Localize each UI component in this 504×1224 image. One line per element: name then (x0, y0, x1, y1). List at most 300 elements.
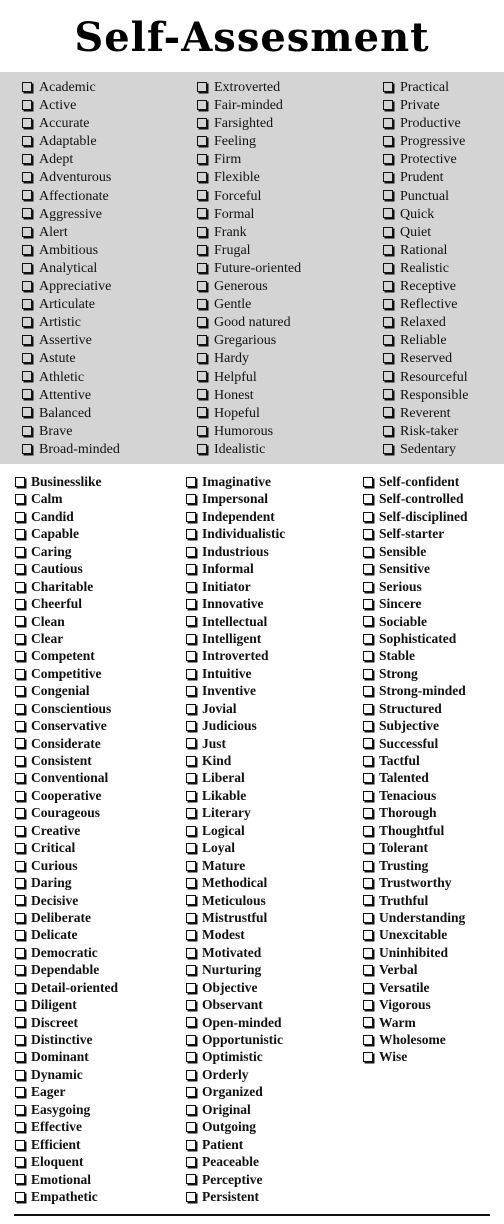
checkbox-icon[interactable] (15, 1017, 25, 1027)
checkbox-icon[interactable] (186, 686, 196, 696)
trait-item[interactable] (22, 97, 120, 115)
trait-item[interactable] (15, 473, 118, 490)
trait-item[interactable] (363, 682, 468, 699)
trait-item[interactable] (15, 1118, 118, 1135)
trait-item[interactable] (363, 735, 468, 752)
checkbox-icon[interactable] (15, 948, 25, 958)
checkbox-icon[interactable] (197, 136, 207, 146)
trait-item[interactable] (383, 350, 468, 368)
checkbox-icon[interactable] (197, 281, 207, 291)
checkbox-icon[interactable] (15, 791, 25, 801)
trait-item[interactable] (197, 387, 301, 405)
checkbox-icon[interactable] (15, 721, 25, 731)
trait-item[interactable] (186, 769, 285, 786)
trait-item[interactable] (22, 278, 120, 296)
trait-item[interactable] (22, 296, 120, 314)
trait-item[interactable] (363, 787, 468, 804)
trait-item[interactable] (197, 369, 301, 387)
checkbox-icon[interactable] (197, 335, 207, 345)
checkbox-icon[interactable] (15, 738, 25, 748)
checkbox-icon[interactable] (15, 930, 25, 940)
checkbox-icon[interactable] (15, 547, 25, 557)
trait-item[interactable] (186, 857, 285, 874)
trait-item[interactable] (383, 332, 468, 350)
trait-item[interactable] (363, 944, 468, 961)
trait-item[interactable] (186, 700, 285, 717)
checkbox-icon[interactable] (383, 353, 393, 363)
trait-item[interactable] (186, 735, 285, 752)
trait-item[interactable] (15, 857, 118, 874)
checkbox-icon[interactable] (383, 172, 393, 182)
checkbox-icon[interactable] (383, 245, 393, 255)
checkbox-icon[interactable] (363, 564, 373, 574)
trait-item[interactable] (363, 804, 468, 821)
checkbox-icon[interactable] (15, 529, 25, 539)
trait-item[interactable] (363, 630, 468, 647)
checkbox-icon[interactable] (186, 948, 196, 958)
trait-item[interactable] (363, 822, 468, 839)
trait-item[interactable] (197, 133, 301, 151)
trait-item[interactable] (363, 892, 468, 909)
trait-item[interactable] (363, 1031, 468, 1048)
trait-item[interactable] (186, 1048, 285, 1065)
trait-item[interactable] (383, 115, 468, 133)
trait-item[interactable] (383, 206, 468, 224)
trait-item[interactable] (22, 206, 120, 224)
checkbox-icon[interactable] (363, 1000, 373, 1010)
checkbox-icon[interactable] (186, 651, 196, 661)
checkbox-icon[interactable] (383, 263, 393, 273)
trait-item[interactable] (15, 1153, 118, 1170)
trait-item[interactable] (15, 560, 118, 577)
trait-item[interactable] (15, 1031, 118, 1048)
trait-item[interactable] (186, 595, 285, 612)
trait-item[interactable] (15, 682, 118, 699)
checkbox-icon[interactable] (363, 616, 373, 626)
trait-item[interactable] (383, 387, 468, 405)
trait-item[interactable] (383, 296, 468, 314)
trait-item[interactable] (363, 717, 468, 734)
checkbox-icon[interactable] (22, 172, 32, 182)
trait-item[interactable] (186, 752, 285, 769)
trait-item[interactable] (197, 115, 301, 133)
trait-item[interactable] (186, 892, 285, 909)
checkbox-icon[interactable] (383, 444, 393, 454)
trait-item[interactable] (197, 278, 301, 296)
trait-item[interactable] (186, 665, 285, 682)
trait-item[interactable] (363, 490, 468, 507)
trait-item[interactable] (15, 613, 118, 630)
trait-item[interactable] (15, 490, 118, 507)
trait-item[interactable] (186, 473, 285, 490)
trait-item[interactable] (15, 752, 118, 769)
checkbox-icon[interactable] (383, 227, 393, 237)
checkbox-icon[interactable] (363, 494, 373, 504)
checkbox-icon[interactable] (22, 136, 32, 146)
trait-item[interactable] (15, 665, 118, 682)
trait-item[interactable] (15, 717, 118, 734)
checkbox-icon[interactable] (15, 913, 25, 923)
trait-item[interactable] (186, 647, 285, 664)
trait-item[interactable] (363, 961, 468, 978)
checkbox-icon[interactable] (186, 477, 196, 487)
checkbox-icon[interactable] (15, 1105, 25, 1115)
trait-item[interactable] (186, 630, 285, 647)
trait-item[interactable] (363, 578, 468, 595)
trait-item[interactable] (363, 1048, 468, 1065)
trait-item[interactable] (186, 839, 285, 856)
trait-item[interactable] (383, 133, 468, 151)
checkbox-icon[interactable] (15, 616, 25, 626)
checkbox-icon[interactable] (363, 913, 373, 923)
trait-item[interactable] (197, 151, 301, 169)
checkbox-icon[interactable] (363, 895, 373, 905)
checkbox-icon[interactable] (363, 1052, 373, 1062)
checkbox-icon[interactable] (15, 843, 25, 853)
trait-item[interactable] (15, 1066, 118, 1083)
trait-item[interactable] (197, 350, 301, 368)
checkbox-icon[interactable] (22, 227, 32, 237)
checkbox-icon[interactable] (15, 634, 25, 644)
trait-item[interactable] (383, 151, 468, 169)
checkbox-icon[interactable] (383, 154, 393, 164)
trait-item[interactable] (186, 543, 285, 560)
checkbox-icon[interactable] (15, 1122, 25, 1132)
checkbox-icon[interactable] (197, 154, 207, 164)
checkbox-icon[interactable] (186, 529, 196, 539)
checkbox-icon[interactable] (197, 389, 207, 399)
trait-item[interactable] (197, 242, 301, 260)
checkbox-icon[interactable] (363, 704, 373, 714)
trait-item[interactable] (186, 560, 285, 577)
trait-item[interactable] (186, 1014, 285, 1031)
trait-item[interactable] (363, 979, 468, 996)
trait-item[interactable] (15, 595, 118, 612)
trait-item[interactable] (15, 944, 118, 961)
trait-item[interactable] (363, 1014, 468, 1031)
checkbox-icon[interactable] (197, 263, 207, 273)
checkbox-icon[interactable] (197, 299, 207, 309)
trait-item[interactable] (22, 188, 120, 206)
trait-item[interactable] (383, 188, 468, 206)
trait-item[interactable] (22, 369, 120, 387)
checkbox-icon[interactable] (363, 669, 373, 679)
checkbox-icon[interactable] (15, 1000, 25, 1010)
trait-item[interactable] (186, 787, 285, 804)
checkbox-icon[interactable] (15, 512, 25, 522)
trait-item[interactable] (22, 242, 120, 260)
checkbox-icon[interactable] (186, 861, 196, 871)
checkbox-icon[interactable] (383, 407, 393, 417)
checkbox-icon[interactable] (186, 756, 196, 766)
trait-item[interactable] (15, 961, 118, 978)
checkbox-icon[interactable] (15, 983, 25, 993)
trait-item[interactable] (383, 369, 468, 387)
checkbox-icon[interactable] (186, 634, 196, 644)
trait-item[interactable] (363, 613, 468, 630)
trait-item[interactable] (197, 332, 301, 350)
checkbox-icon[interactable] (363, 738, 373, 748)
checkbox-icon[interactable] (15, 826, 25, 836)
trait-item[interactable] (197, 97, 301, 115)
checkbox-icon[interactable] (15, 686, 25, 696)
checkbox-icon[interactable] (15, 1157, 25, 1167)
checkbox-icon[interactable] (22, 426, 32, 436)
checkbox-icon[interactable] (197, 190, 207, 200)
trait-item[interactable] (15, 1101, 118, 1118)
trait-item[interactable] (363, 560, 468, 577)
checkbox-icon[interactable] (15, 651, 25, 661)
checkbox-icon[interactable] (186, 669, 196, 679)
trait-item[interactable] (197, 314, 301, 332)
trait-item[interactable] (15, 735, 118, 752)
checkbox-icon[interactable] (186, 599, 196, 609)
checkbox-icon[interactable] (186, 983, 196, 993)
trait-item[interactable] (363, 665, 468, 682)
checkbox-icon[interactable] (15, 1174, 25, 1184)
trait-item[interactable] (383, 278, 468, 296)
checkbox-icon[interactable] (383, 371, 393, 381)
checkbox-icon[interactable] (197, 172, 207, 182)
checkbox-icon[interactable] (186, 1192, 196, 1202)
checkbox-icon[interactable] (383, 208, 393, 218)
trait-item[interactable] (363, 996, 468, 1013)
checkbox-icon[interactable] (197, 227, 207, 237)
trait-item[interactable] (22, 405, 120, 423)
checkbox-icon[interactable] (383, 82, 393, 92)
trait-item[interactable] (383, 441, 468, 459)
checkbox-icon[interactable] (15, 582, 25, 592)
checkbox-icon[interactable] (197, 444, 207, 454)
checkbox-icon[interactable] (22, 444, 32, 454)
trait-item[interactable] (186, 1118, 285, 1135)
trait-item[interactable] (15, 926, 118, 943)
checkbox-icon[interactable] (197, 82, 207, 92)
checkbox-icon[interactable] (186, 494, 196, 504)
checkbox-icon[interactable] (363, 773, 373, 783)
checkbox-icon[interactable] (363, 878, 373, 888)
checkbox-icon[interactable] (383, 426, 393, 436)
trait-item[interactable] (186, 1083, 285, 1100)
checkbox-icon[interactable] (22, 317, 32, 327)
trait-item[interactable] (22, 151, 120, 169)
trait-item[interactable] (15, 525, 118, 542)
trait-item[interactable] (22, 79, 120, 97)
checkbox-icon[interactable] (186, 791, 196, 801)
trait-item[interactable] (363, 874, 468, 891)
trait-item[interactable] (197, 224, 301, 242)
checkbox-icon[interactable] (383, 190, 393, 200)
checkbox-icon[interactable] (186, 808, 196, 818)
checkbox-icon[interactable] (363, 529, 373, 539)
checkbox-icon[interactable] (22, 281, 32, 291)
trait-item[interactable] (15, 1136, 118, 1153)
checkbox-icon[interactable] (186, 1035, 196, 1045)
checkbox-icon[interactable] (186, 843, 196, 853)
checkbox-icon[interactable] (197, 208, 207, 218)
trait-item[interactable] (186, 822, 285, 839)
trait-item[interactable] (186, 525, 285, 542)
checkbox-icon[interactable] (186, 582, 196, 592)
checkbox-icon[interactable] (15, 704, 25, 714)
checkbox-icon[interactable] (15, 756, 25, 766)
trait-item[interactable] (15, 630, 118, 647)
trait-item[interactable] (186, 490, 285, 507)
checkbox-icon[interactable] (383, 100, 393, 110)
trait-item[interactable] (186, 1101, 285, 1118)
trait-item[interactable] (363, 508, 468, 525)
checkbox-icon[interactable] (186, 738, 196, 748)
trait-item[interactable] (383, 169, 468, 187)
checkbox-icon[interactable] (15, 477, 25, 487)
checkbox-icon[interactable] (383, 317, 393, 327)
checkbox-icon[interactable] (363, 1035, 373, 1045)
trait-item[interactable] (363, 595, 468, 612)
checkbox-icon[interactable] (197, 245, 207, 255)
checkbox-icon[interactable] (383, 335, 393, 345)
trait-item[interactable] (363, 909, 468, 926)
checkbox-icon[interactable] (363, 808, 373, 818)
trait-item[interactable] (22, 133, 120, 151)
checkbox-icon[interactable] (15, 895, 25, 905)
trait-item[interactable] (186, 961, 285, 978)
checkbox-icon[interactable] (15, 965, 25, 975)
trait-item[interactable] (363, 700, 468, 717)
checkbox-icon[interactable] (197, 426, 207, 436)
checkbox-icon[interactable] (15, 1140, 25, 1150)
trait-item[interactable] (15, 804, 118, 821)
checkbox-icon[interactable] (186, 826, 196, 836)
trait-item[interactable] (15, 787, 118, 804)
trait-item[interactable] (197, 206, 301, 224)
trait-item[interactable] (383, 314, 468, 332)
checkbox-icon[interactable] (363, 634, 373, 644)
checkbox-icon[interactable] (186, 721, 196, 731)
checkbox-icon[interactable] (363, 983, 373, 993)
checkbox-icon[interactable] (363, 861, 373, 871)
checkbox-icon[interactable] (186, 1157, 196, 1167)
checkbox-icon[interactable] (15, 599, 25, 609)
checkbox-icon[interactable] (22, 389, 32, 399)
trait-item[interactable] (15, 647, 118, 664)
trait-item[interactable] (15, 508, 118, 525)
checkbox-icon[interactable] (22, 245, 32, 255)
trait-item[interactable] (383, 224, 468, 242)
checkbox-icon[interactable] (186, 878, 196, 888)
trait-item[interactable] (15, 1083, 118, 1100)
trait-item[interactable] (363, 473, 468, 490)
checkbox-icon[interactable] (186, 1070, 196, 1080)
checkbox-icon[interactable] (15, 878, 25, 888)
trait-item[interactable] (197, 423, 301, 441)
trait-item[interactable] (22, 169, 120, 187)
trait-item[interactable] (15, 769, 118, 786)
trait-item[interactable] (363, 839, 468, 856)
trait-item[interactable] (197, 79, 301, 97)
checkbox-icon[interactable] (363, 651, 373, 661)
checkbox-icon[interactable] (363, 756, 373, 766)
checkbox-icon[interactable] (363, 965, 373, 975)
trait-item[interactable] (22, 115, 120, 133)
trait-item[interactable] (186, 944, 285, 961)
checkbox-icon[interactable] (383, 136, 393, 146)
checkbox-icon[interactable] (186, 1052, 196, 1062)
checkbox-icon[interactable] (22, 335, 32, 345)
checkbox-icon[interactable] (186, 547, 196, 557)
trait-item[interactable] (186, 613, 285, 630)
checkbox-icon[interactable] (15, 808, 25, 818)
checkbox-icon[interactable] (15, 1192, 25, 1202)
trait-item[interactable] (363, 926, 468, 943)
checkbox-icon[interactable] (383, 389, 393, 399)
trait-item[interactable] (186, 874, 285, 891)
checkbox-icon[interactable] (363, 477, 373, 487)
checkbox-icon[interactable] (363, 948, 373, 958)
checkbox-icon[interactable] (186, 913, 196, 923)
checkbox-icon[interactable] (197, 317, 207, 327)
checkbox-icon[interactable] (15, 1052, 25, 1062)
trait-item[interactable] (22, 350, 120, 368)
checkbox-icon[interactable] (186, 1000, 196, 1010)
trait-item[interactable] (22, 423, 120, 441)
checkbox-icon[interactable] (186, 1140, 196, 1150)
trait-item[interactable] (363, 769, 468, 786)
trait-item[interactable] (15, 874, 118, 891)
checkbox-icon[interactable] (363, 721, 373, 731)
checkbox-icon[interactable] (22, 154, 32, 164)
checkbox-icon[interactable] (15, 1070, 25, 1080)
trait-item[interactable] (22, 387, 120, 405)
trait-item[interactable] (186, 682, 285, 699)
trait-item[interactable] (186, 1031, 285, 1048)
checkbox-icon[interactable] (186, 930, 196, 940)
trait-item[interactable] (186, 979, 285, 996)
checkbox-icon[interactable] (22, 118, 32, 128)
trait-item[interactable] (22, 332, 120, 350)
checkbox-icon[interactable] (186, 616, 196, 626)
checkbox-icon[interactable] (186, 704, 196, 714)
trait-item[interactable] (186, 909, 285, 926)
checkbox-icon[interactable] (383, 281, 393, 291)
checkbox-icon[interactable] (15, 669, 25, 679)
checkbox-icon[interactable] (363, 547, 373, 557)
checkbox-icon[interactable] (22, 100, 32, 110)
trait-item[interactable] (363, 752, 468, 769)
checkbox-icon[interactable] (22, 353, 32, 363)
checkbox-icon[interactable] (363, 791, 373, 801)
checkbox-icon[interactable] (186, 1174, 196, 1184)
trait-item[interactable] (197, 169, 301, 187)
trait-item[interactable] (15, 700, 118, 717)
trait-item[interactable] (363, 525, 468, 542)
checkbox-icon[interactable] (15, 861, 25, 871)
checkbox-icon[interactable] (383, 118, 393, 128)
trait-item[interactable] (15, 1014, 118, 1031)
checkbox-icon[interactable] (186, 773, 196, 783)
trait-item[interactable] (186, 717, 285, 734)
trait-item[interactable] (383, 260, 468, 278)
checkbox-icon[interactable] (15, 1087, 25, 1097)
trait-item[interactable] (186, 578, 285, 595)
trait-item[interactable] (15, 822, 118, 839)
trait-item[interactable] (383, 97, 468, 115)
checkbox-icon[interactable] (363, 826, 373, 836)
checkbox-icon[interactable] (186, 512, 196, 522)
trait-item[interactable] (363, 543, 468, 560)
checkbox-icon[interactable] (363, 512, 373, 522)
trait-item[interactable] (22, 314, 120, 332)
trait-item[interactable] (15, 543, 118, 560)
